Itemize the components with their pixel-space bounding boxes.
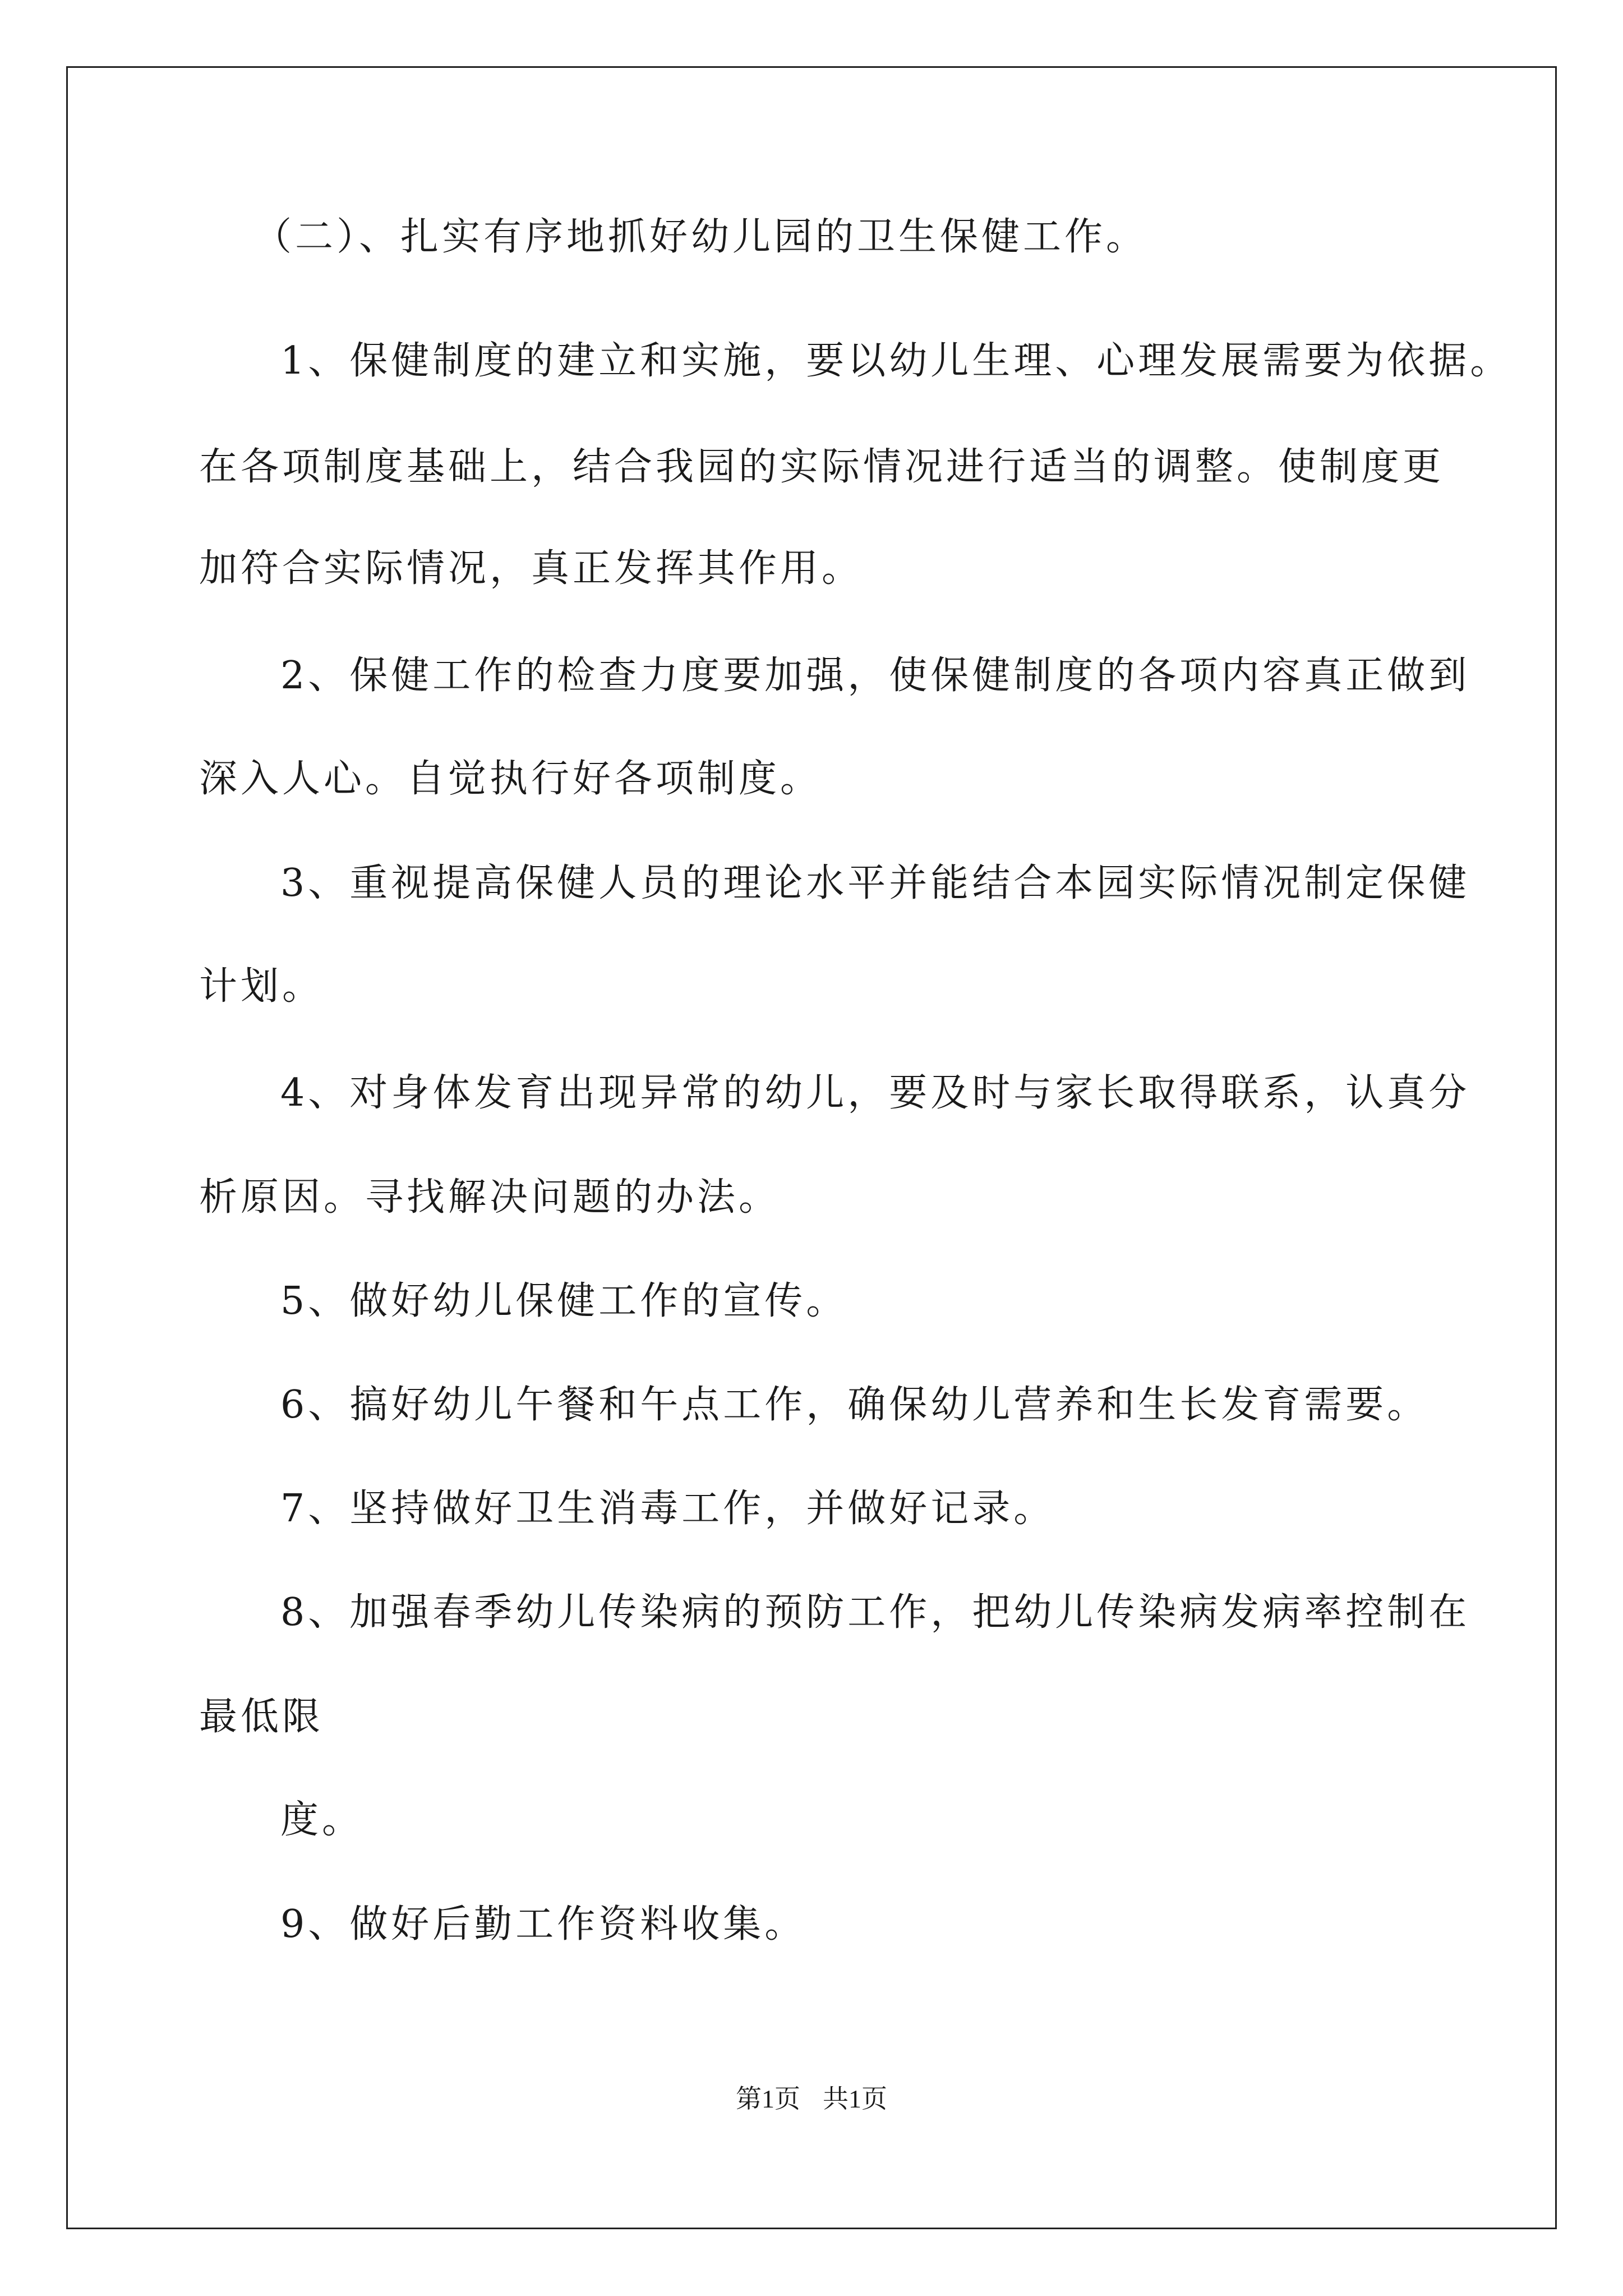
item-5: 5、做好幼儿保健工作的宣传。 (280, 1279, 848, 1323)
item-8-line-3: 度。 (280, 1798, 364, 1842)
item-4-line-2: 析原因。寻找解决问题的办法。 (199, 1175, 781, 1220)
item-1-line-2: 在各项制度基础上，结合我园的实际情况进行适当的调整。使制度更 (199, 445, 1445, 489)
item-1-line-1: 1、保健制度的建立和实施，要以幼儿生理、心理发展需要为依据。 (280, 339, 1512, 383)
item-2-line-1: 2、保健工作的检查力度要加强，使保健制度的各项内容真正做到 (280, 654, 1470, 698)
page-number-current: 第1页 (736, 2085, 800, 2113)
item-3-line-2: 计划。 (199, 964, 324, 1009)
item-8-line-2: 最低限 (199, 1695, 324, 1739)
item-9: 9、做好后勤工作资料收集。 (280, 1902, 806, 1947)
item-6: 6、搞好幼儿午餐和午点工作，确保幼儿营养和生长发育需要。 (280, 1383, 1429, 1427)
item-3-line-1: 3、重视提高保健人员的理论水平并能结合本园实际情况制定保健 (280, 861, 1470, 905)
item-1-line-3: 加符合实际情况，真正发挥其作用。 (199, 546, 864, 591)
section-heading: （二）、扎实有序地抓好幼儿园的卫生保健工作。 (253, 215, 1148, 259)
page-number-total: 共1页 (823, 2085, 887, 2113)
item-7: 7、坚持做好卫生消毒工作，并做好记录。 (280, 1487, 1055, 1531)
item-4-line-1: 4、对身体发育出现异常的幼儿，要及时与家长取得联系，认真分 (280, 1071, 1470, 1115)
page-footer (0, 2082, 1623, 2116)
item-8-line-1: 8、加强春季幼儿传染病的预防工作，把幼儿传染病发病率控制在 (280, 1590, 1470, 1635)
item-2-line-2: 深入人心。自觉执行好各项制度。 (199, 757, 822, 801)
